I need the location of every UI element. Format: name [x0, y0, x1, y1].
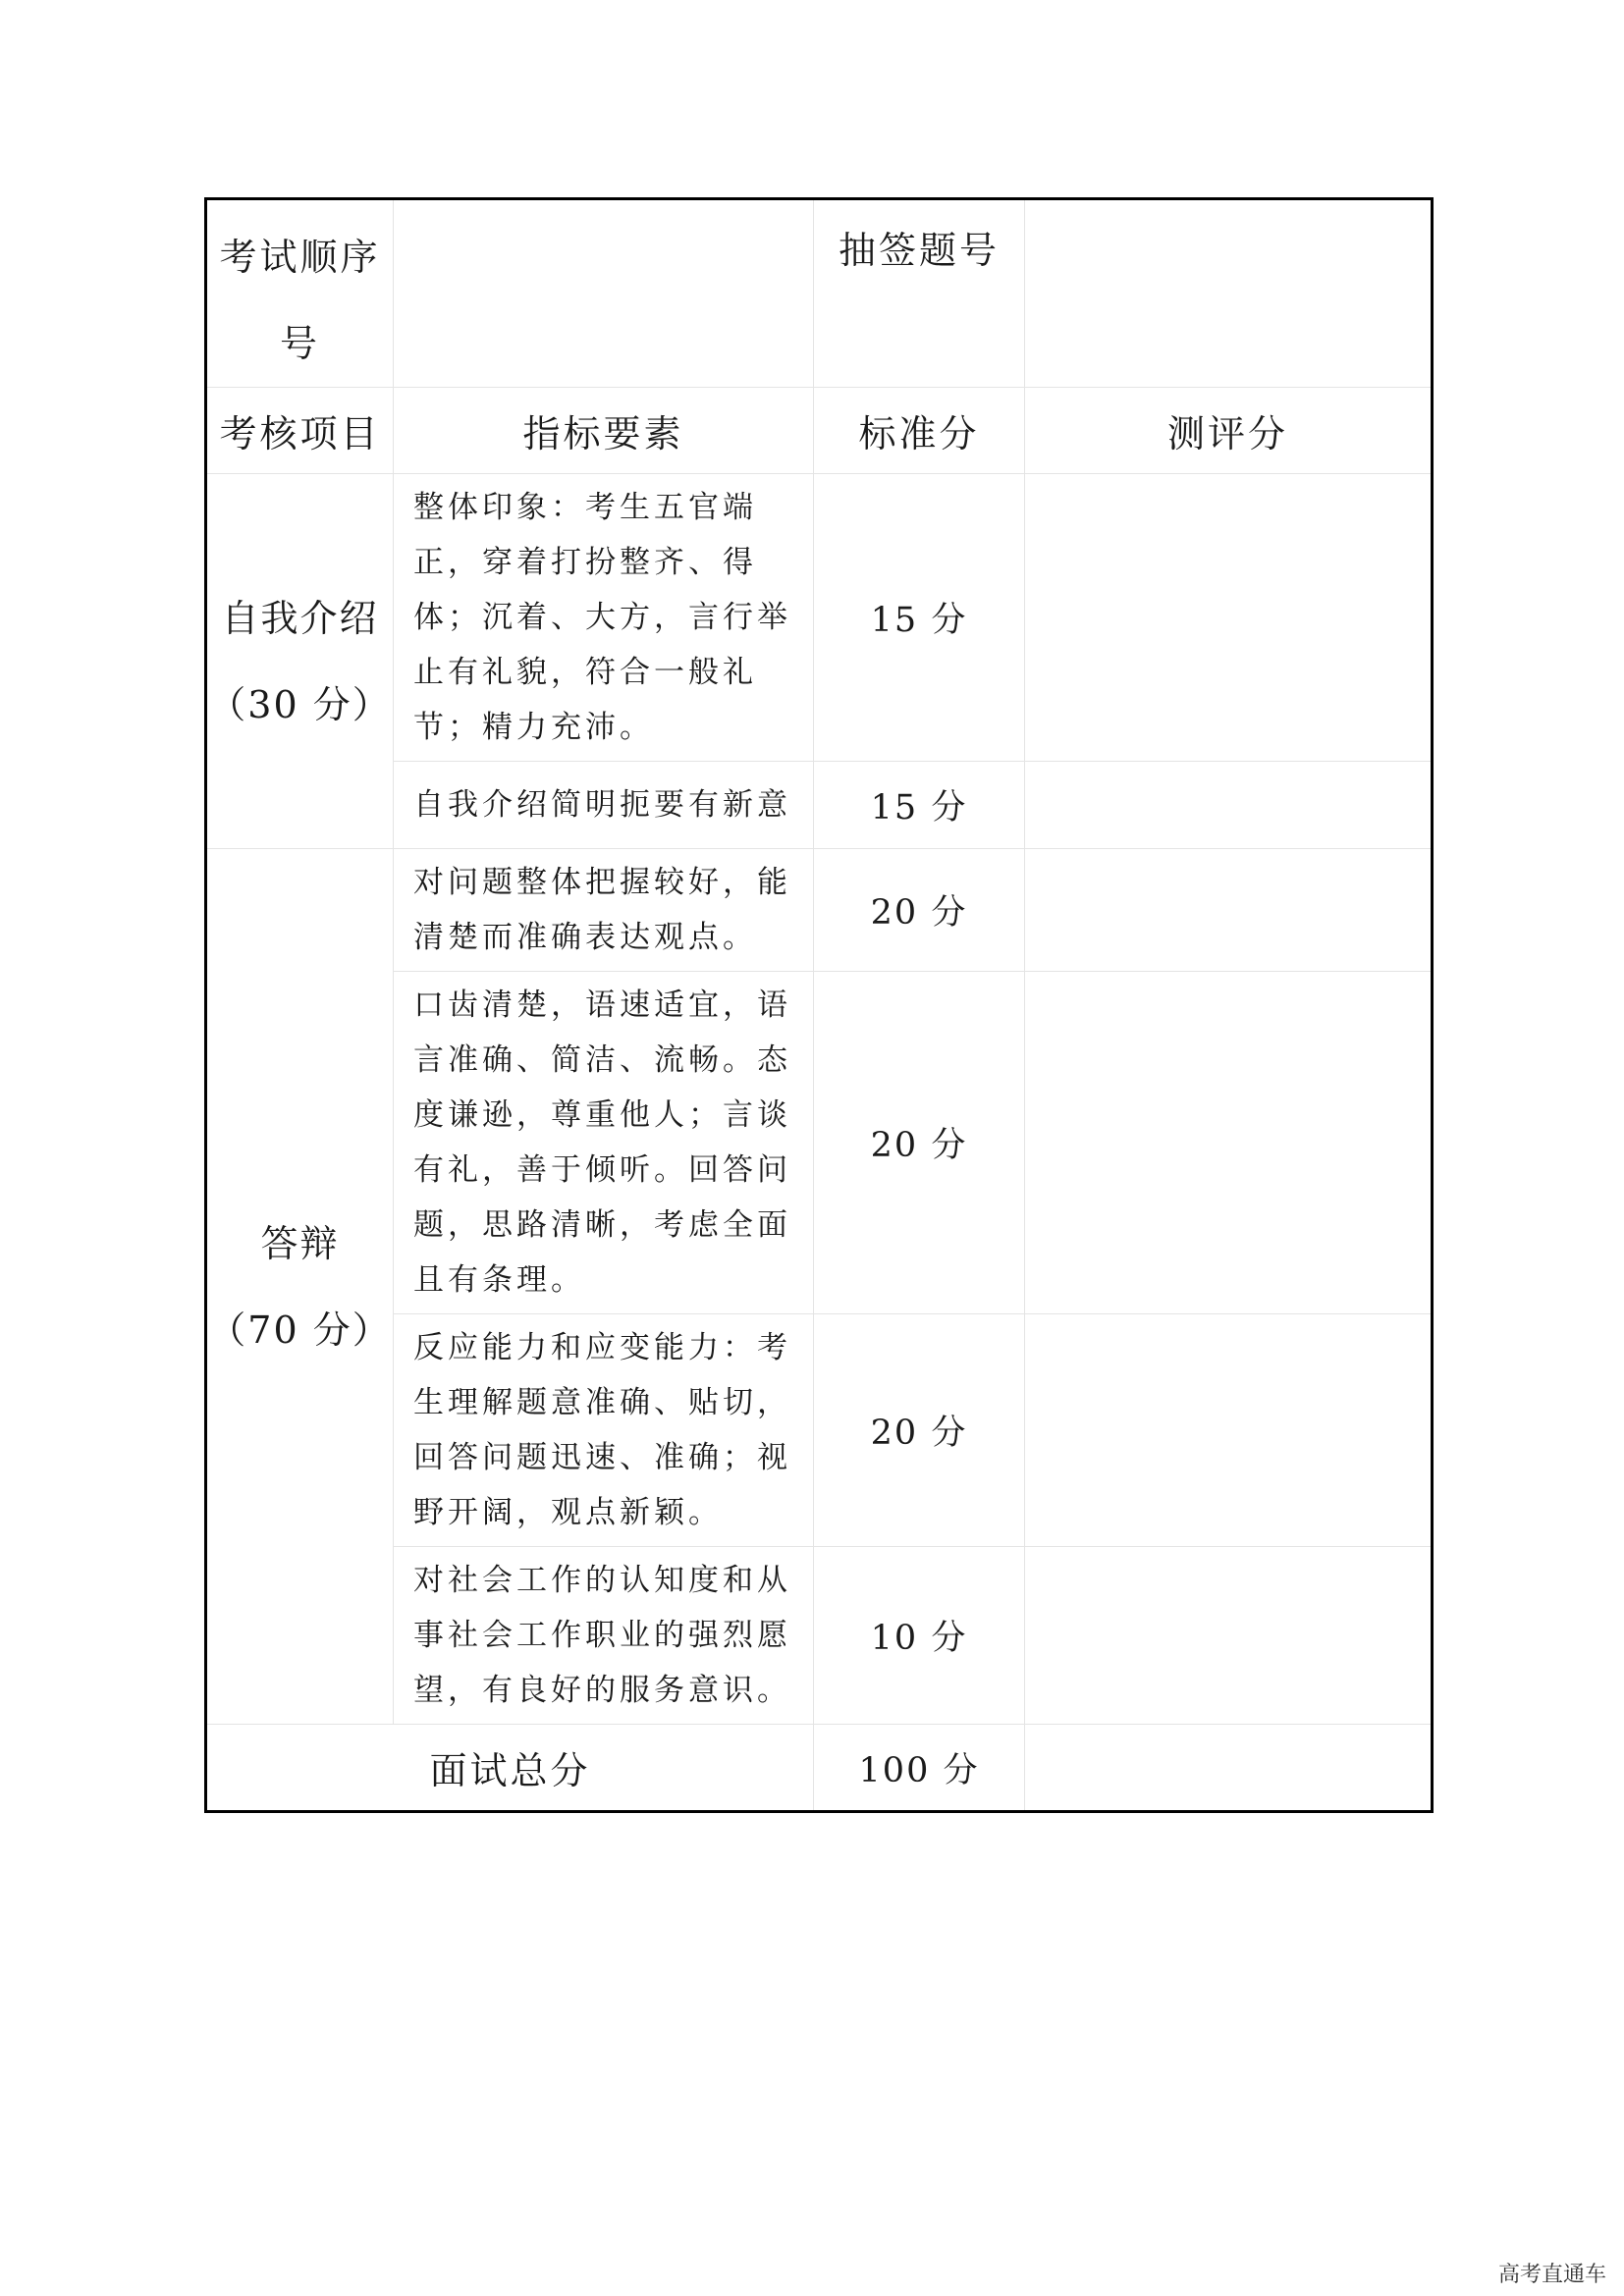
column-header-indicator: 指标要素: [394, 388, 814, 474]
evaluated-score-cell[interactable]: [1025, 972, 1433, 1314]
evaluated-score-cell[interactable]: [1025, 762, 1433, 849]
draw-number-value-cell[interactable]: [1025, 199, 1433, 388]
interview-scoring-table: [204, 197, 1434, 1813]
column-header-standard-score: 标准分: [814, 388, 1025, 474]
section-name: 答辩: [260, 1221, 340, 1265]
indicator-text: 反应能力和应变能力：考生理解题意准确、贴切，回答问题迅速、准确；视野开阔，观点新颖。: [394, 1314, 814, 1547]
indicator-text: 口齿清楚，语速适宜，语言准确、简洁、流畅。态度谦逊，尊重他人；言谈有礼，善于倾听。回答问题，思路清晰，考虑全面且有条理。: [394, 972, 814, 1314]
total-standard-score: 100 分: [814, 1725, 1025, 1812]
exam-order-label: 考试顺序号: [206, 199, 394, 388]
exam-order-value-cell[interactable]: [394, 199, 814, 388]
standard-score: 15 分: [814, 474, 1025, 762]
standard-score: 15 分: [814, 762, 1025, 849]
header-info-row: [206, 199, 1433, 388]
table-row: [206, 474, 1433, 762]
section-points: （30 分）: [208, 682, 392, 726]
section-points: （70 分）: [208, 1308, 392, 1352]
section-self-intro: [206, 474, 394, 849]
indicator-text: 对社会工作的认知度和从事社会工作职业的强烈愿望，有良好的服务意识。: [394, 1547, 814, 1725]
evaluated-score-cell[interactable]: [1025, 474, 1433, 762]
evaluated-score-cell[interactable]: [1025, 1314, 1433, 1547]
draw-number-label: 抽签题号: [814, 199, 1025, 388]
standard-score: 20 分: [814, 849, 1025, 972]
table-row: [206, 849, 1433, 972]
column-header-row: [206, 388, 1433, 474]
standard-score: 20 分: [814, 972, 1025, 1314]
evaluated-score-cell[interactable]: [1025, 849, 1433, 972]
standard-score: 10 分: [814, 1547, 1025, 1725]
indicator-text: 自我介绍简明扼要有新意: [394, 762, 814, 849]
indicator-text: 整体印象：考生五官端正，穿着打扮整齐、得体；沉着、大方，言行举止有礼貌，符合一般礼节；精力充沛。: [394, 474, 814, 762]
total-row: [206, 1725, 1433, 1812]
column-header-evaluated-score: 测评分: [1025, 388, 1433, 474]
total-label: 面试总分: [206, 1725, 814, 1812]
total-evaluated-score-cell[interactable]: [1025, 1725, 1433, 1812]
standard-score: 20 分: [814, 1314, 1025, 1547]
column-header-item: 考核项目: [206, 388, 394, 474]
evaluated-score-cell[interactable]: [1025, 1547, 1433, 1725]
section-name: 自我介绍: [221, 596, 379, 640]
footer-brand: 高考直通车: [1497, 2263, 1606, 2287]
indicator-text: 对问题整体把握较好，能清楚而准确表达观点。: [394, 849, 814, 972]
section-defense: [206, 849, 394, 1725]
